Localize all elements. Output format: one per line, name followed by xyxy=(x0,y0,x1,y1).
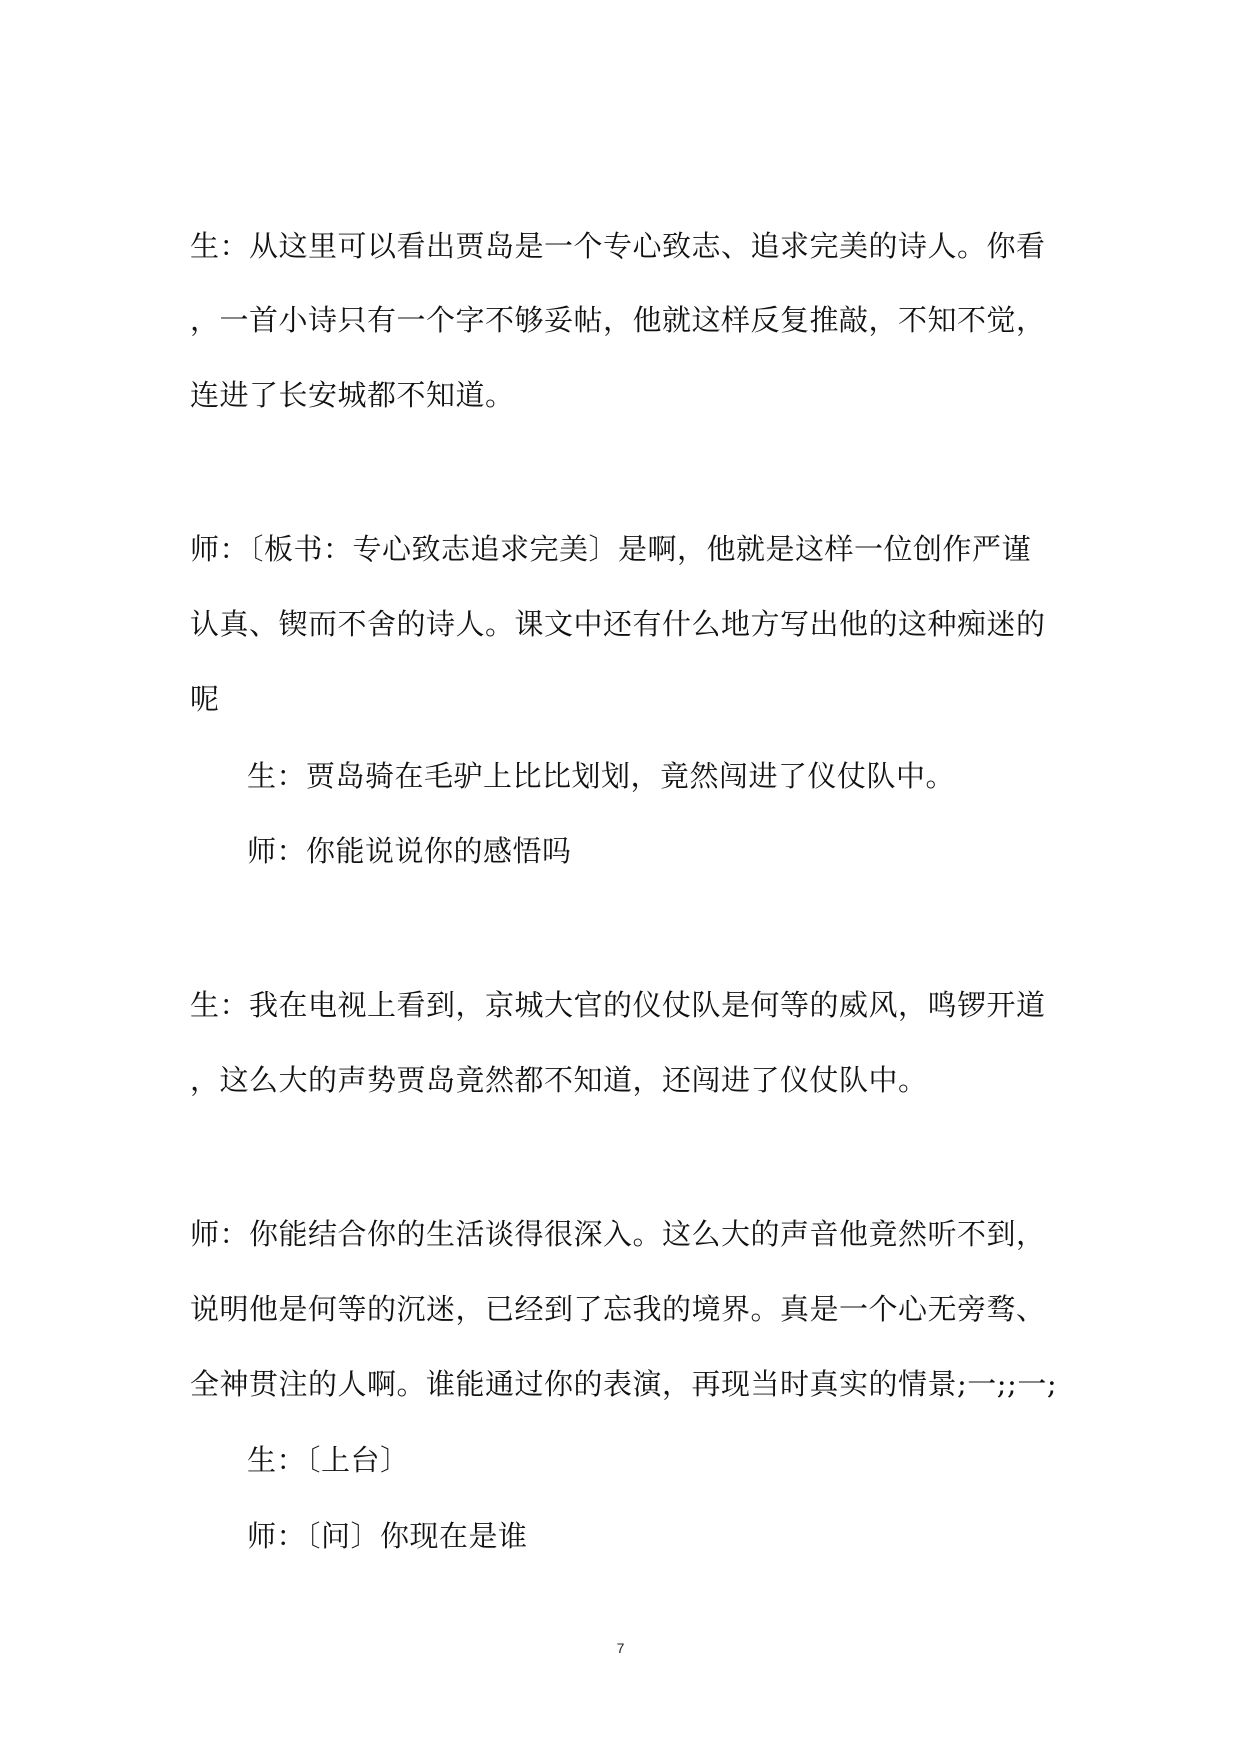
paragraph-1-line-1: 生：从这里可以看出贾岛是一个专心致志、追求完美的诗人。你看 xyxy=(190,229,1046,263)
page-number: 7 xyxy=(616,1640,625,1656)
paragraph-2-line-2: 认真、锲而不舍的诗人。课文中还有什么地方写出他的这种痴迷的 xyxy=(190,607,1046,641)
paragraph-2-line-1: 师：〔板书：专心致志追求完美〕是啊，他就是这样一位创作严谨 xyxy=(190,532,1032,566)
dialogue-line-student-2: 生：〔上台〕 xyxy=(247,1443,410,1477)
dialogue-line-student-1: 生：贾岛骑在毛驴上比比划划，竟然闯进了仪仗队中。 xyxy=(247,759,956,793)
paragraph-3-line-1: 生：我在电视上看到，京城大官的仪仗队是何等的威风，鸣锣开道 xyxy=(190,988,1046,1022)
paragraph-1-line-2: ，一首小诗只有一个字不够妥帖，他就这样反复推敲，不知不觉， xyxy=(190,303,1046,337)
paragraph-4-line-3: 全神贯注的人啊。谁能通过你的表演，再现当时真实的情景;一;;一; xyxy=(190,1367,1058,1401)
dialogue-line-teacher-1: 师：你能说说你的感悟吗 xyxy=(247,834,572,868)
dialogue-line-teacher-2: 师：〔问〕你现在是谁 xyxy=(247,1519,528,1553)
paragraph-2-line-3: 呢 xyxy=(190,682,220,716)
paragraph-3-line-2: ，这么大的声势贾岛竟然都不知道，还闯进了仪仗队中。 xyxy=(190,1063,928,1097)
paragraph-4-line-2: 说明他是何等的沉迷，已经到了忘我的境界。真是一个心无旁骛、 xyxy=(190,1292,1046,1326)
paragraph-1-line-3: 连进了长安城都不知道。 xyxy=(190,378,515,412)
paragraph-4-line-1: 师：你能结合你的生活谈得很深入。这么大的声音他竟然听不到， xyxy=(190,1217,1046,1251)
